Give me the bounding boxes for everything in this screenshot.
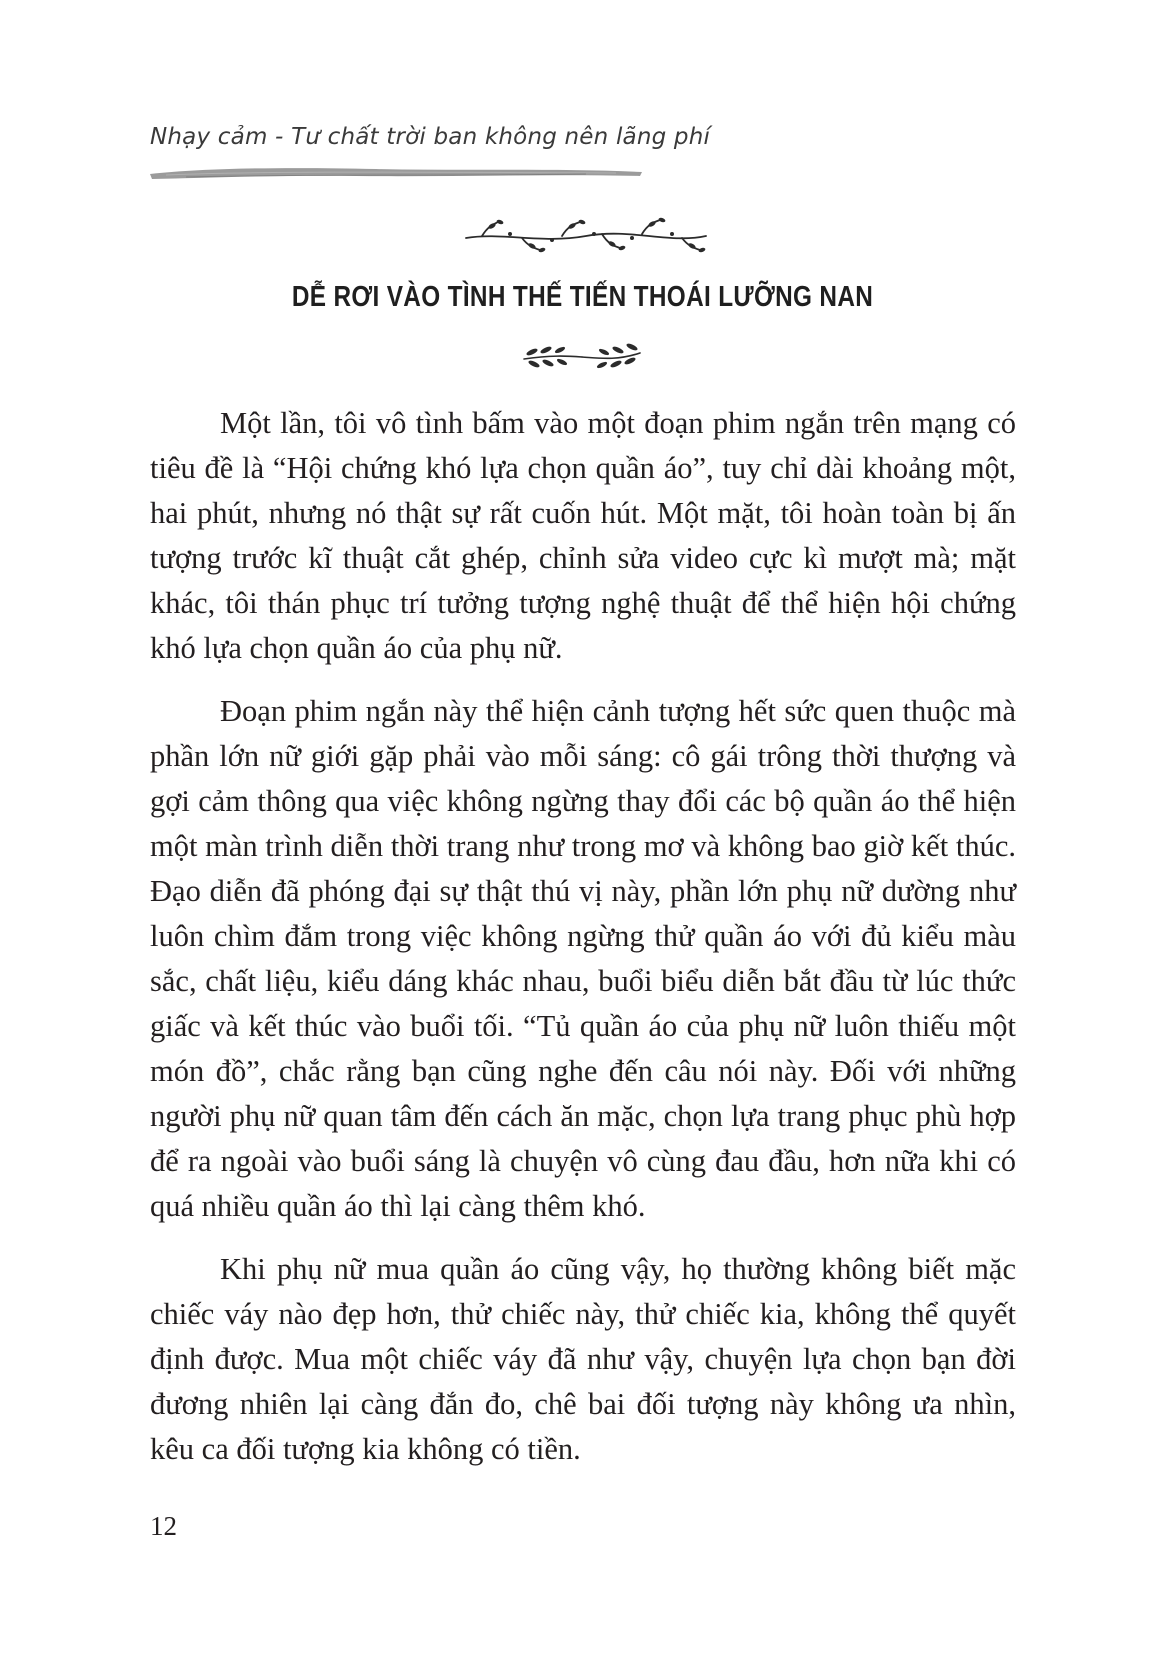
running-header: Nhạy cảm - Tư chất trời ban không nên lãng phí <box>150 124 711 150</box>
body-text <box>150 401 1016 1490</box>
paragraph: Đoạn phim ngắn này thể hiện cảnh tượng hết sức quen thuộc mà phần lớn nữ giới gặp phải vào mỗi sáng: cô gái trông thời thượng và gợi cảm thông qua việc không ngừng thay đổi các bộ quần áo thể hiện một màn trình diễn thời trang như trong mơ và không bao giờ kết thúc. Đạo diễn đã phóng đại sự thật thú vị này, phần lớn phụ nữ dường như luôn chìm đắm trong việc không ngừng thử quần áo với đủ kiểu màu sắc, chất liệu, kiểu dáng khác nhau, buổi biểu diễn bắt đầu từ lúc thức giấc và kết thúc vào buổi tối. “Tủ quần áo của phụ nữ luôn thiếu một món đồ”, chắc rằng bạn cũng nghe đến câu nói này. Đối với những người phụ nữ quan tâm đến cách ăn mặc, chọn lựa trang phục phù hợp để ra ngoài vào buổi sáng là chuyện vô cùng đau đầu, hơn nữa khi có quá nhiều quần áo thì lại càng thêm khó. <box>150 694 1016 1223</box>
page-number: 12 <box>150 1511 177 1541</box>
laurel-branch-ornament-icon <box>520 339 644 375</box>
chapter-title: DỄ RƠI VÀO TÌNH THẾ TIẾN THOÁI LƯỠNG NAN <box>291 281 874 313</box>
floral-vine-ornament-icon <box>462 216 710 256</box>
paragraph: Một lần, tôi vô tình bấm vào một đoạn phim ngắn trên mạng có tiêu đề là “Hội chứng khó lựa chọn quần áo”, tuy chỉ dài khoảng một, hai phút, nhưng nó thật sự rất cuốn hút. Một mặt, tôi hoàn toàn bị ấn tượng trước kĩ thuật cắt ghép, chỉnh sửa video cực kì mượt mà; mặt khác, tôi thán phục trí tưởng tượng nghệ thuật để thể hiện hội chứng khó lựa chọn quần áo của phụ nữ. <box>150 406 1016 665</box>
paragraph: Khi phụ nữ mua quần áo cũng vậy, họ thường không biết mặc chiếc váy nào đẹp hơn, thử chiếc này, thử chiếc kia, không thể quyết định được. Mua một chiếc váy đã như vậy, chuyện lựa chọn bạn đời đương nhiên lại càng đắn đo, chê bai đối tượng này không ưa nhìn, kêu ca đối tượng kia không có tiền. <box>150 1252 1016 1466</box>
brush-stroke-underline <box>146 162 646 184</box>
